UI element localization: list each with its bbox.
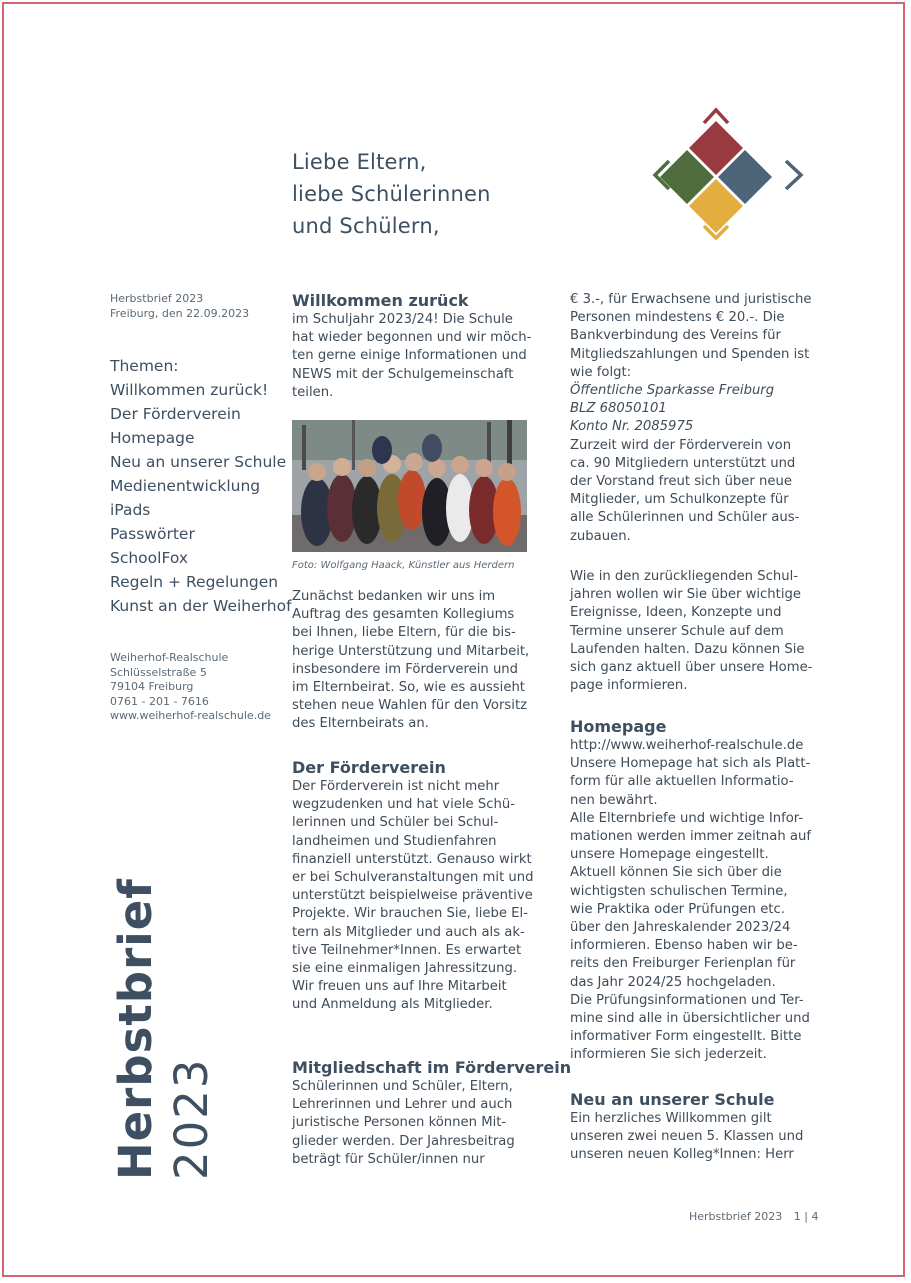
text-line: finanziell unterstützt. Genauso wirkt <box>292 851 532 867</box>
homepage-section <box>570 717 811 1065</box>
text-line: nen bewährt. <box>570 792 658 808</box>
text-line: beträgt für Schüler/innen nur <box>292 1151 485 1167</box>
section-heading: Willkommen zurück <box>292 291 469 310</box>
text-line: Projekte. Wir brauchen Sie, liebe El- <box>292 906 528 922</box>
section-heading: Mitgliedschaft im Förderverein <box>292 1058 572 1077</box>
topic-item: Der Förderverein <box>110 405 241 423</box>
text-line: Auftrag des gesamten Kollegiums <box>292 607 515 623</box>
text-line: mationen werden immer zeitnah auf <box>570 829 812 845</box>
footer-title: Herbstbrief 2023 <box>689 1210 783 1223</box>
bank-name: Öffentliche Sparkasse Freiburg <box>570 383 775 399</box>
website-link[interactable]: www.weiherhof-realschule.de <box>110 709 271 723</box>
text-line: Schülerinnen und Schüler, Eltern, <box>292 1079 513 1094</box>
neu-section <box>570 1090 803 1165</box>
text-line: unseren zwei neuen 5. Klassen und <box>570 1129 804 1145</box>
topic-item: SchoolFox <box>110 549 188 567</box>
info-paragraph <box>570 568 812 695</box>
logo-right-chevron <box>786 161 801 189</box>
text-line: Zunächst bedanken wir uns im <box>292 589 496 604</box>
text-line: Personen mindestens € 20.-. Die <box>570 310 785 326</box>
text-line: Laufenden halten. Dazu können Sie <box>570 641 805 657</box>
text-line: zubauen. <box>570 528 631 544</box>
section-heading: Homepage <box>570 717 667 736</box>
school-address <box>110 651 271 724</box>
text-line: unsere Homepage eingestellt. <box>570 847 769 863</box>
address-line: Weiherhof-Realschule <box>110 651 229 664</box>
text-line: stehen neue Wahlen für den Vorsitz <box>292 698 528 714</box>
vertical-title-year: 2023 <box>165 1057 218 1180</box>
address-line: Schlüsselstraße 5 <box>110 665 207 679</box>
text-line: und Anmeldung als Mitglieder. <box>292 997 493 1013</box>
text-line: über den Jahreskalender 2023/24 <box>570 920 791 936</box>
text-line: € 3.-, für Erwachsene und juristische <box>570 292 812 307</box>
text-line: insbesondere im Förderverein und <box>292 661 519 677</box>
address-line: 0761 - 201 - 7616 <box>110 694 209 708</box>
text-line: juristische Personen können Mit- <box>292 1115 507 1131</box>
text-line: informieren. Ebenso haben wir be- <box>570 938 798 954</box>
text-line: Unsere Homepage hat sich als Platt- <box>570 756 811 772</box>
text-line: hat wieder begonnen und wir möch- <box>292 330 532 346</box>
bank-account: Konto Nr. 2085975 <box>570 419 694 435</box>
homepage-link[interactable]: http://www.weiherhof-realschule.de <box>570 738 804 753</box>
letter-date: Freiburg, den 22.09.2023 <box>110 307 250 320</box>
text-line: Wie in den zurückliegenden Schul- <box>570 569 798 584</box>
greeting-line: Liebe Eltern, <box>292 150 427 174</box>
text-line: bei Ihnen, liebe Eltern, für die bis- <box>292 625 516 641</box>
text-line: tive Teilnehmer*Innen. Es erwartet <box>292 942 522 958</box>
text-line: NEWS mit der Schulgemeinschaft <box>292 366 514 382</box>
text-line: im Elternbeirat. So, wie es aussieht <box>292 680 525 696</box>
text-line: alle Schülerinnen und Schüler aus- <box>570 510 800 526</box>
text-line: page informieren. <box>570 678 688 694</box>
text-line: Alle Elternbriefe und wichtige Infor- <box>570 810 804 826</box>
text-line: Ein herzliches Willkommen gilt <box>570 1111 772 1126</box>
text-line: Ereignisse, Ideen, Konzepte und <box>570 605 782 621</box>
text-line: Bankverbindung des Vereins für <box>570 328 781 344</box>
topics-list <box>110 354 292 618</box>
topic-item: Passwörter <box>110 525 195 543</box>
greeting <box>292 146 491 242</box>
mitgliedschaft-section <box>292 1058 571 1169</box>
text-line: Mitglieder, um Schulkonzepte für <box>570 492 789 508</box>
text-line: ten gerne einige Informationen und <box>292 348 527 364</box>
topic-item: Medienentwicklung <box>110 477 261 495</box>
bank-code: BLZ 68050101 <box>570 401 667 417</box>
topic-item: Kunst an der Weiherhof <box>110 597 292 615</box>
text-line: lerinnen und Schüler bei Schul- <box>292 815 499 831</box>
text-line: sie eine einmaligen Jahressitzung. <box>292 961 518 977</box>
text-line: informieren Sie sich jederzeit. <box>570 1047 767 1063</box>
text-line: herige Unterstützung und Mitarbeit, <box>292 643 530 659</box>
vertical-title <box>108 878 220 1180</box>
topic-item: Neu an unserer Schule <box>110 453 287 471</box>
text-line: Termine unserer Schule auf dem <box>570 623 784 639</box>
text-line: Mitgliedszahlungen und Spenden ist <box>570 346 810 362</box>
group-photo <box>292 420 527 552</box>
school-logo <box>650 105 808 243</box>
thanks-paragraph <box>292 588 529 734</box>
section-heading: Neu an unserer Schule <box>570 1090 775 1109</box>
text-line: des Elternbeirats an. <box>292 716 429 732</box>
text-line: Wir freuen uns auf Ihre Mitarbeit <box>292 979 507 995</box>
page-number: 1 | 4 <box>793 1210 819 1223</box>
text-line: Die Prüfungsinformationen und Ter- <box>570 992 804 1008</box>
text-line: im Schuljahr 2023/24! Die Schule <box>292 312 513 327</box>
text-line: er bei Schulveranstaltungen mit und <box>292 870 534 886</box>
text-line: wegzudenken und hat viele Schü- <box>292 797 515 813</box>
page-footer <box>689 1210 818 1223</box>
topic-item: Homepage <box>110 429 195 447</box>
text-line: das Jahr 2024/25 hochgeladen. <box>570 974 776 990</box>
letter-title: Herbstbrief 2023 <box>110 292 204 305</box>
address-line: 79104 Freiburg <box>110 680 194 694</box>
text-line: jahren wollen wir Sie über wichtige <box>570 587 801 603</box>
greeting-line: liebe Schülerinnen <box>292 182 491 206</box>
text-line: Zurzeit wird der Förderverein von <box>570 437 792 453</box>
vertical-title-word: Herbstbrief <box>109 878 162 1180</box>
topic-item: iPads <box>110 501 151 519</box>
text-line: unseren neuen Kolleg*Innen: Herr <box>570 1147 794 1163</box>
section-heading: Der Förderverein <box>292 758 446 777</box>
membership-fee-continued <box>570 291 811 546</box>
foerderverein-section <box>292 758 534 1015</box>
text-line: tern als Mitglieder und auch als ak- <box>292 924 525 940</box>
topic-item: Willkommen zurück! <box>110 381 269 399</box>
text-line: wie folgt: <box>570 364 632 380</box>
text-line: form für alle aktuellen Informatio- <box>570 774 794 790</box>
text-line: ca. 90 Mitgliedern unterstützt und <box>570 455 796 471</box>
text-line: mine sind alle in übersichtlicher und <box>570 1011 810 1027</box>
text-line: wie Praktika oder Prüfungen etc. <box>570 901 785 917</box>
text-line: glieder werden. Der Jahresbeitrag <box>292 1133 515 1149</box>
text-line: reits den Freiburger Ferienplan für <box>570 956 796 972</box>
photo-caption: Foto: Wolfgang Haack, Künstler aus Herdern <box>292 560 515 571</box>
greeting-line: und Schülern, <box>292 214 440 238</box>
text-line: der Vorstand freut sich über neue <box>570 474 792 490</box>
topics-heading: Themen: <box>110 357 179 375</box>
text-line: teilen. <box>292 384 334 400</box>
text-line: landheimen und Studienfahren <box>292 833 497 849</box>
welcome-section <box>292 291 531 402</box>
topic-item: Regeln + Regelungen <box>110 573 279 591</box>
text-line: Der Förderverein ist nicht mehr <box>292 779 500 794</box>
text-line: wichtigsten schulischen Termine, <box>570 883 788 899</box>
text-line: Lehrerinnen und Lehrer und auch <box>292 1097 513 1113</box>
letter-meta <box>110 291 249 321</box>
text-line: informativer Form eingestellt. Bitte <box>570 1029 802 1045</box>
text-line: sich ganz aktuell über unsere Home- <box>570 660 813 676</box>
text-line: Aktuell können Sie sich über die <box>570 865 782 881</box>
text-line: unterstützt beispielweise präventive <box>292 888 533 904</box>
